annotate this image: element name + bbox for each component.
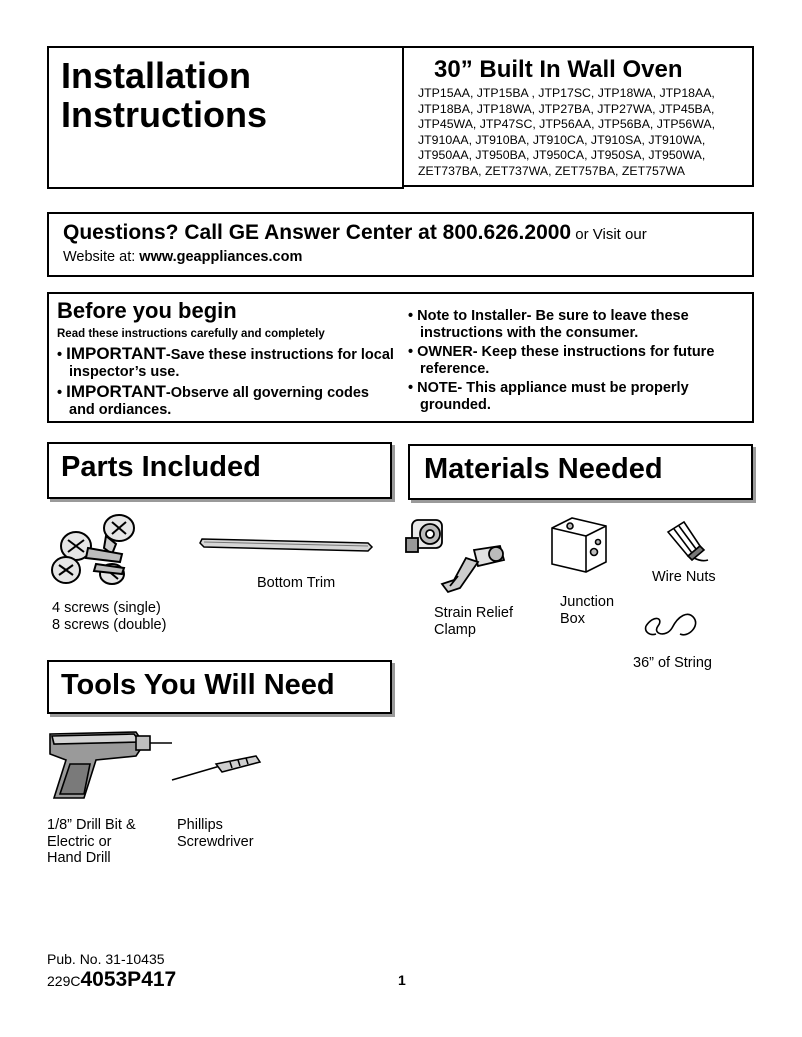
screws-icon: [44, 508, 140, 586]
bullet-note-grounded: • NOTE- This appliance must be properly grounded.: [408, 380, 689, 413]
screwdriver-icon: [170, 754, 262, 784]
header-title-box: [47, 46, 404, 189]
bottom-trim-label: Bottom Trim: [257, 575, 336, 591]
tools-title: Tools You Will Need: [61, 669, 335, 701]
before-left-bullets: [57, 345, 397, 421]
tools-header: [47, 660, 392, 714]
screwdriver-label: Phillips Screwdriver: [177, 817, 254, 850]
website-line: Website at: www.geappliances.com: [63, 249, 303, 265]
bullet-important-codes: • IMPORTANT-Observe all governing codes and ordiances.: [57, 382, 369, 418]
bullet-important-save: • IMPORTANT-Save these instructions for local inspector’s use.: [57, 344, 394, 380]
drill-icon: [44, 724, 176, 802]
junction-box-icon: [548, 514, 612, 576]
wire-nuts-icon: [662, 520, 712, 566]
page-number: 1: [398, 972, 406, 988]
before-right-bullets: [408, 308, 748, 416]
screws-label: 4 screws (single) 8 screws (double): [52, 600, 167, 633]
questions-box: [47, 212, 754, 277]
strain-relief-clamp-icon: [402, 510, 512, 598]
bottom-trim-icon: [198, 533, 376, 553]
drill-label: 1/8” Drill Bit & Electric or Hand Drill: [47, 817, 136, 866]
wire-nuts-label: Wire Nuts: [652, 569, 716, 585]
before-subtitle: Read these instructions carefully and completely: [57, 328, 325, 340]
publication-number: Pub. No. 31-10435: [47, 951, 165, 967]
string-icon: [642, 604, 700, 644]
parts-title: Parts Included: [61, 451, 261, 483]
part-number: 229C4053P417: [47, 968, 177, 991]
materials-needed-header: [408, 444, 753, 500]
bullet-note-installer: • Note to Installer- Be sure to leave these instructions with the consumer.: [408, 308, 689, 341]
questions-main: Questions? Call GE Answer Center at 800.626.2000: [63, 221, 572, 244]
before-title: Before you begin: [57, 298, 237, 323]
model-list: JTP15AA, JTP15BA , JTP17SC, JTP18WA, JTP18AA, JTP18BA, JTP18WA, JTP27BA, JTP27WA, JTP45BA, JTP45WA, JTP47SC, JTP56AA, JTP56BA, JTP56WA, JT910AA, JT910BA, JT910CA, JT910SA, JT910WA, JT950AA, JT950BA, JT950CA, JT950SA, JT950WA, ZET737BA, ZET737WA, ZET757BA, ZET757WA: [418, 86, 716, 178]
junction-box-label: Junction Box: [560, 594, 615, 627]
parts-included-header: [47, 442, 392, 499]
string-label: 36” of String: [633, 655, 712, 671]
materials-title: Materials Needed: [424, 453, 663, 485]
before-you-begin-box: [47, 292, 754, 423]
page-title: Installation Instructions: [61, 55, 268, 135]
product-title: 30” Built In Wall Oven: [434, 56, 683, 83]
strain-relief-clamp-label: Strain Relief Clamp: [434, 605, 513, 638]
header-model-box: [402, 46, 754, 187]
website-link[interactable]: www.geappliances.com: [139, 249, 303, 265]
questions-line: Questions? Call GE Answer Center at 800.626.2000 or Visit our: [63, 221, 647, 244]
bullet-owner: • OWNER- Keep these instructions for future reference.: [408, 344, 715, 377]
